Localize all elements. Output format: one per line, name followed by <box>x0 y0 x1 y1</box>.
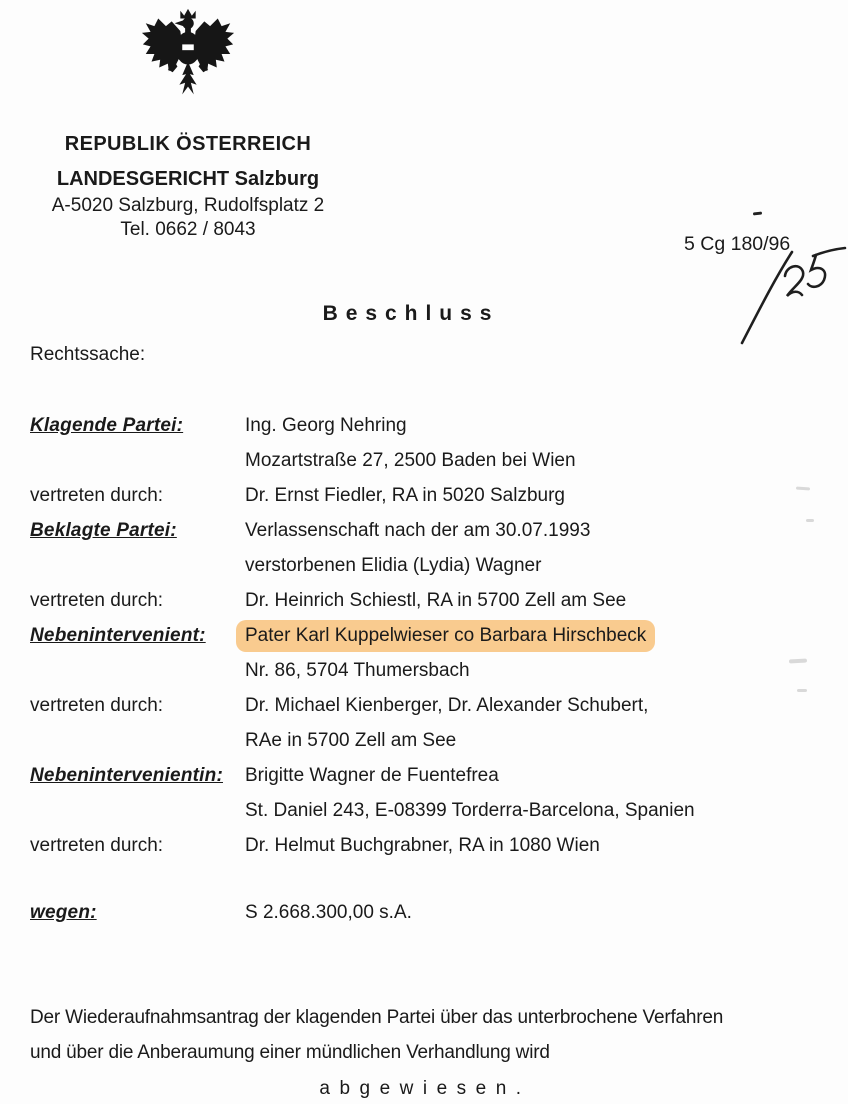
decision-line: und über die Anberaumung einer mündlichen Verhandlung wird <box>30 1042 550 1063</box>
handwritten-page-note <box>728 242 848 352</box>
party-role-label: vertreten durch: <box>30 485 164 506</box>
table-row <box>30 727 826 762</box>
party-value: Brigitte Wagner de Fuentefrea <box>245 765 499 786</box>
pen-mark-dash <box>753 212 762 216</box>
party-value: S 2.668.300,00 s.A. <box>245 902 412 923</box>
table-row <box>30 762 826 797</box>
decision-line: Der Wiederaufnahmsantrag der klagenden Partei über das unterbrochene Verfahren <box>30 1007 724 1028</box>
party-value: Dr. Helmut Buchgrabner, RA in 1080 Wien <box>245 835 600 856</box>
party-value: Mozartstraße 27, 2500 Baden bei Wien <box>245 450 576 471</box>
table-row <box>30 517 826 552</box>
decision-paragraph <box>30 1000 820 1104</box>
party-role-label: vertreten durch: <box>30 835 164 856</box>
letterhead <box>0 6 376 241</box>
party-role-label: Nebenintervenientin: <box>30 765 223 786</box>
case-number: 5 Cg 180/96 <box>684 233 791 255</box>
table-row <box>30 552 826 587</box>
party-value: St. Daniel 243, E-08399 Torderra-Barcelona, Spanien <box>245 800 695 821</box>
court-phone: Tel. 0662 / 8043 <box>120 219 256 240</box>
party-value: Ing. Georg Nehring <box>245 415 407 436</box>
table-row <box>30 587 826 622</box>
court-name: LANDESGERICHT Salzburg <box>56 168 320 190</box>
table-row <box>30 832 826 867</box>
party-role-label: Beklagte Partei: <box>30 520 177 541</box>
party-role-label: wegen: <box>30 902 97 923</box>
table-row <box>30 622 826 657</box>
party-value <box>245 622 655 652</box>
table-row <box>30 447 826 482</box>
austrian-federal-eagle-icon <box>0 6 376 102</box>
case-matter-label: Rechtssache: <box>30 344 146 365</box>
table-row <box>30 692 826 727</box>
party-value: Dr. Ernst Fiedler, RA in 5020 Salzburg <box>245 485 565 506</box>
court-address: A-5020 Salzburg, Rudolfsplatz 2 <box>51 195 325 216</box>
party-role-label: vertreten durch: <box>30 590 164 611</box>
party-role-label: Klagende Partei: <box>30 415 184 436</box>
verdict-text: abgewiesen. <box>319 1078 531 1099</box>
table-row <box>30 482 826 517</box>
scan-artifact <box>806 519 814 522</box>
party-role-label: vertreten durch: <box>30 695 164 716</box>
party-value: Verlassenschaft nach der am 30.07.1993 <box>245 520 591 541</box>
party-value: RAe in 5700 Zell am See <box>245 730 457 751</box>
table-row <box>30 657 826 692</box>
parties-table <box>30 412 826 934</box>
party-value: verstorbenen Elidia (Lydia) Wagner <box>245 555 542 576</box>
table-row <box>30 797 826 832</box>
highlighted-text: Pater Karl Kuppelwieser co Barbara Hirschbeck <box>236 620 655 652</box>
party-value: Dr. Michael Kienberger, Dr. Alexander Schubert, <box>245 695 649 716</box>
table-row <box>30 412 826 447</box>
party-value: Dr. Heinrich Schiestl, RA in 5700 Zell am See <box>245 590 627 611</box>
party-value: Nr. 86, 5704 Thumersbach <box>245 660 470 681</box>
table-row <box>30 899 826 934</box>
document-title: Beschluss <box>322 302 500 325</box>
republic-title: REPUBLIK ÖSTERREICH <box>64 133 312 155</box>
party-role-label: Nebenintervenient: <box>30 625 206 646</box>
scan-artifact <box>797 689 807 692</box>
